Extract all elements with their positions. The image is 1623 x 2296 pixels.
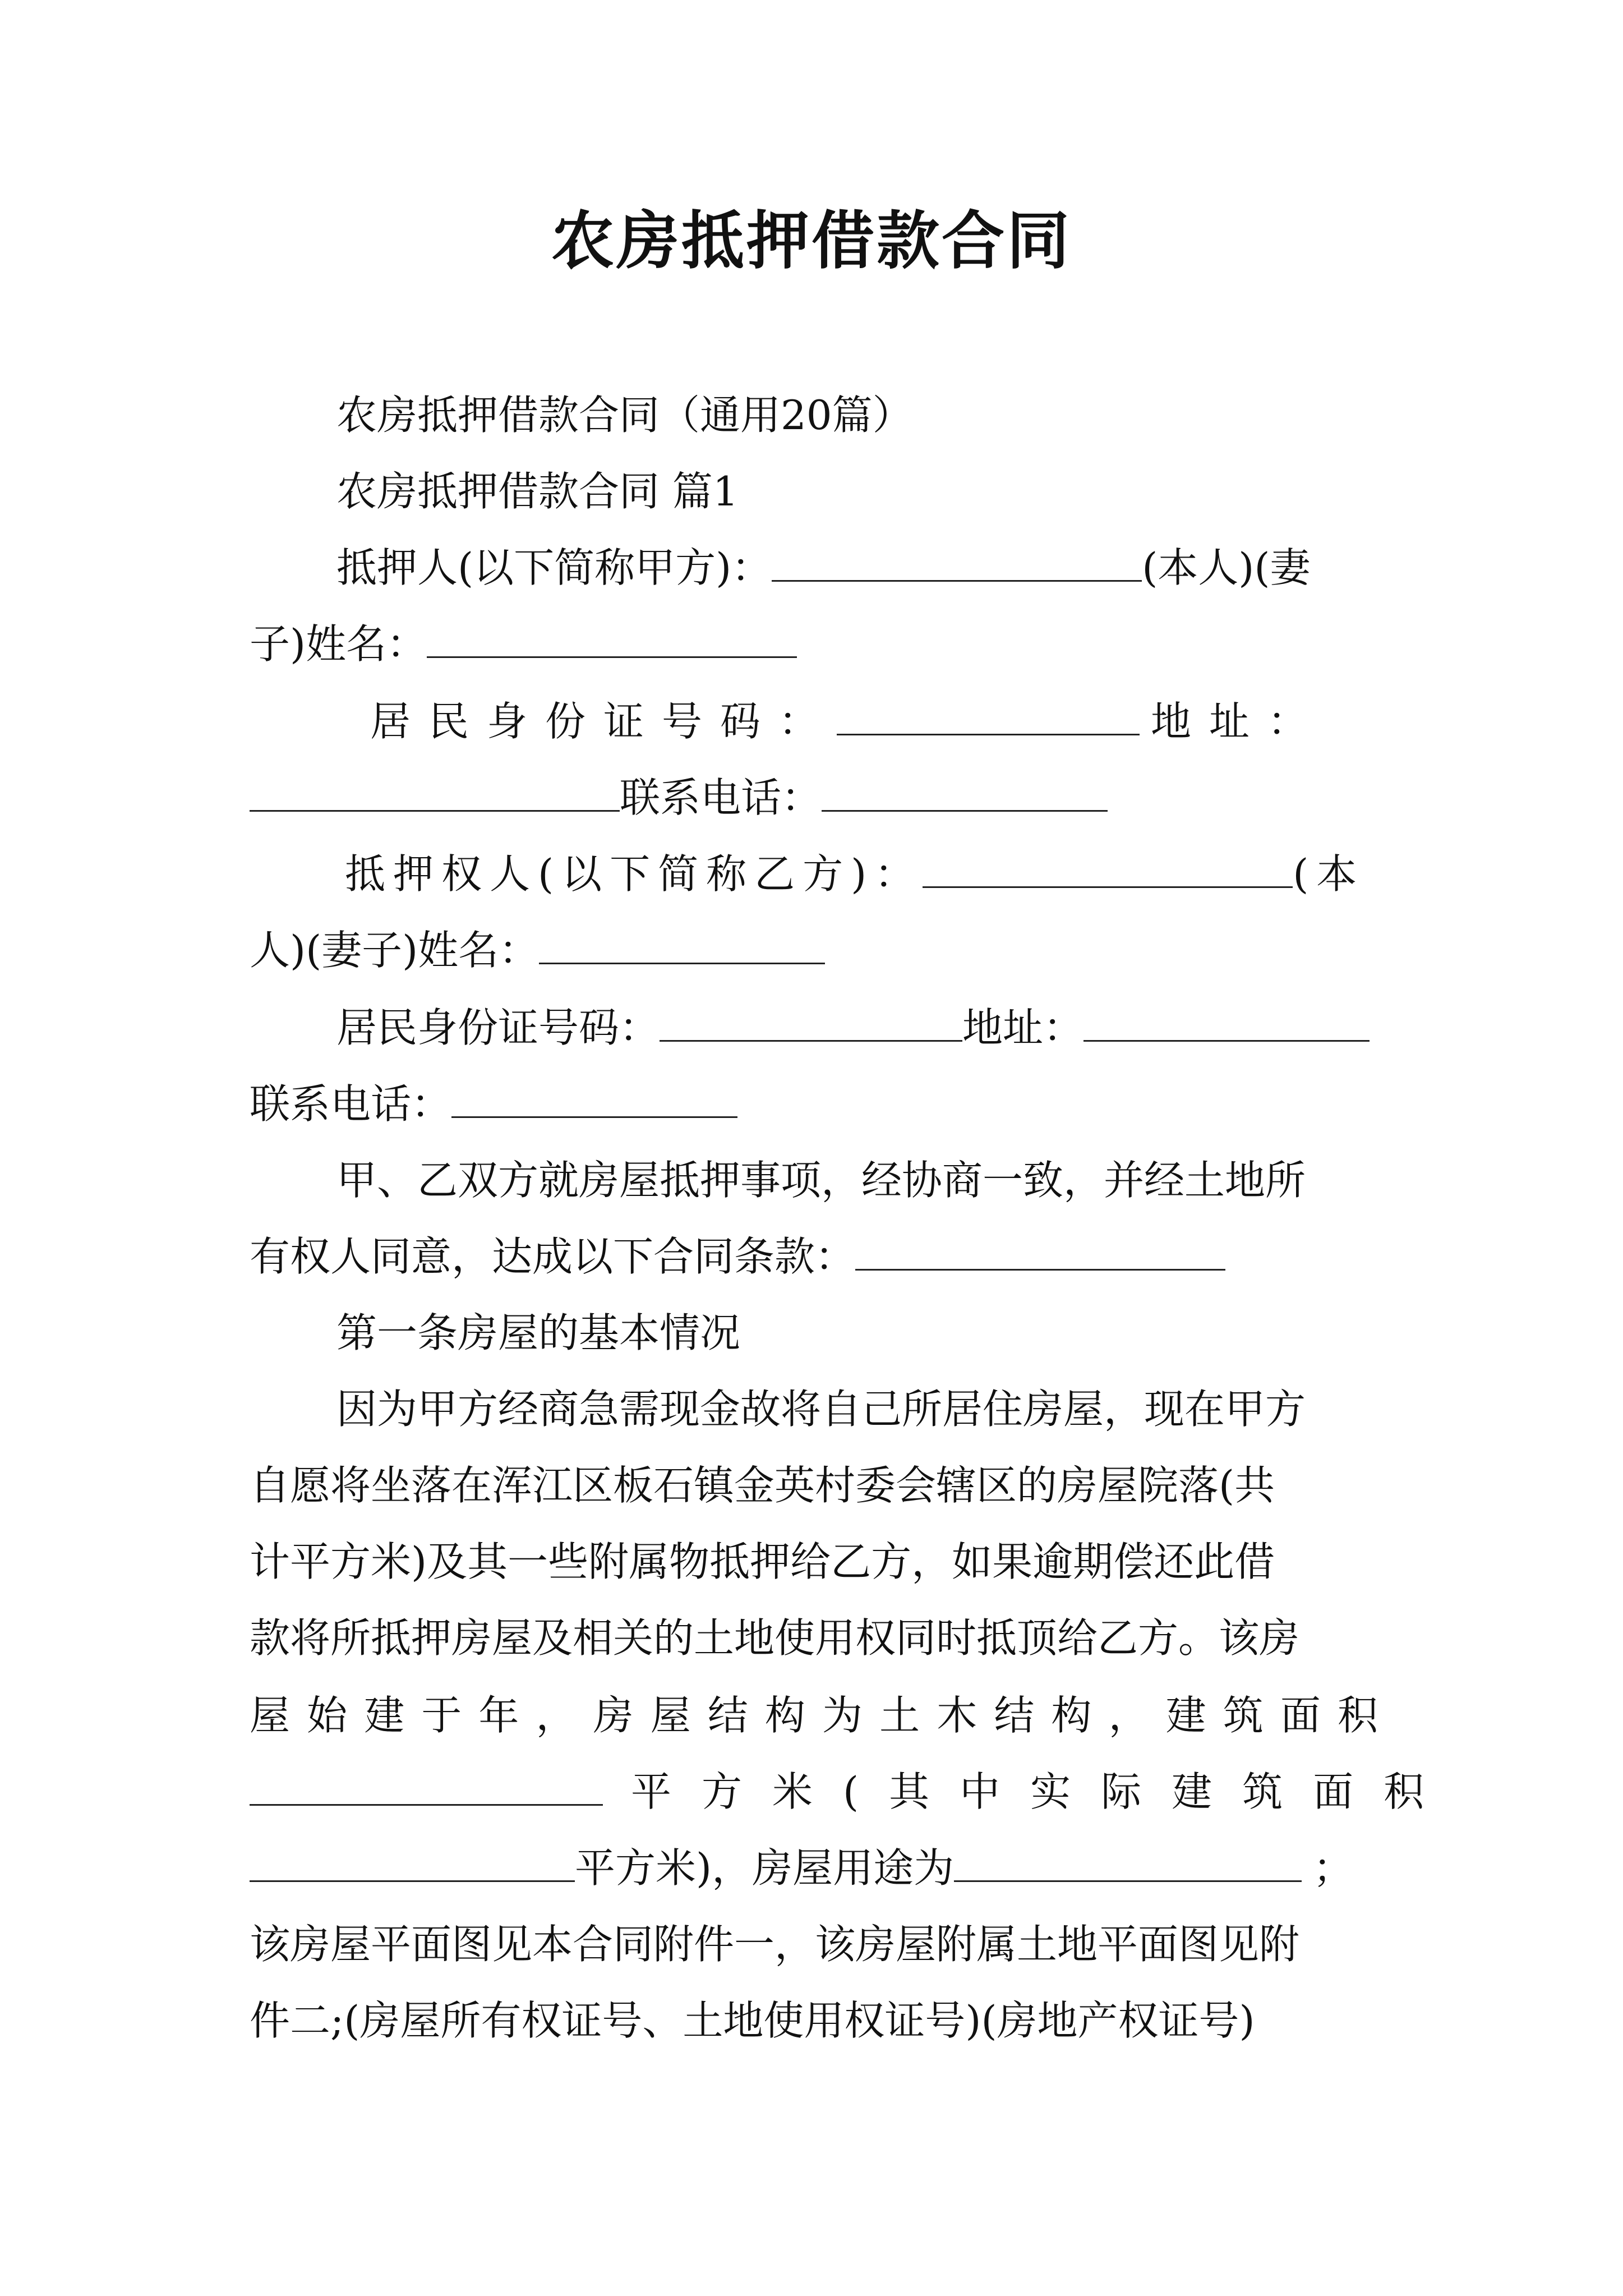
page-title: 农房抵押借款合同 — [551, 204, 1072, 278]
agreement-para-line2 — [250, 1228, 1225, 1285]
address-label: 地址： — [1151, 698, 1326, 745]
mortgagee-id-line — [336, 1000, 1370, 1056]
id-number-blank[interactable] — [837, 694, 1140, 735]
mortgagor-id-line — [370, 693, 1326, 749]
phone-label: 联系电话： — [620, 774, 822, 821]
body-line-3: 计平方米)及其一些附属物抵押给乙方，如果逾期偿还此借 — [250, 1538, 1275, 1585]
phone-blank[interactable] — [822, 771, 1108, 812]
address-blank[interactable] — [250, 771, 620, 812]
spouse-name-label: 子)姓名： — [250, 620, 427, 668]
mortgagee-line — [345, 846, 1364, 902]
mortgagee-spouse-label: 人)(妻子)姓名： — [250, 927, 540, 974]
agreement-blank[interactable] — [855, 1230, 1225, 1271]
body-line-4: 款将所抵押房屋及相关的土地使用权同时抵顶给乙方。该房 — [250, 1614, 1300, 1662]
usage-label: 平方米)，房屋用途为 — [575, 1844, 955, 1892]
mortgagee-spouse-line — [250, 922, 825, 978]
mortgagor-label: 抵押人(以下简称甲方)： — [336, 544, 772, 591]
mortgagor-suffix: (本人)(妻 — [1142, 544, 1311, 591]
mortgagor-line — [336, 540, 1310, 596]
mortgagor-spouse-line — [250, 616, 797, 672]
mortgagor-phone-line — [250, 770, 1108, 826]
article-1-heading: 第一条房屋的基本情况 — [336, 1309, 741, 1356]
building-area-blank[interactable] — [250, 1765, 603, 1806]
body-line-5: 屋始建于年，房屋结构为土木结构，建筑面积 — [250, 1692, 1378, 1739]
body-line-1: 因为甲方经商急需现金故将自己所居住房屋，现在甲方 — [336, 1386, 1306, 1433]
body-line-8: 该房屋平面图见本合同附件一，该房屋附属土地平面图见附 — [250, 1921, 1300, 1968]
mortgagee-address-blank[interactable] — [1083, 1001, 1370, 1042]
building-area-text: 平方米(其中实际建筑面积 — [631, 1768, 1455, 1815]
mortgagee-phone-blank[interactable] — [451, 1077, 737, 1118]
agreement-text: 有权人同意，达成以下合同条款： — [250, 1233, 856, 1280]
section-heading: 农房抵押借款合同 篇1 — [336, 468, 739, 515]
usage-blank[interactable] — [954, 1841, 1302, 1882]
body-line-2: 自愿将坐落在浑江区板石镇金英村委会辖区的房屋院落(共 — [250, 1462, 1275, 1509]
spouse-name-blank[interactable] — [427, 617, 797, 658]
mortgagee-label: 抵押权人(以下简称乙方)： — [345, 850, 923, 898]
mortgagee-phone-label: 联系电话： — [250, 1080, 452, 1128]
mortgagee-suffix: (本 — [1293, 850, 1365, 898]
body-line-6 — [250, 1764, 1455, 1820]
actual-area-blank[interactable] — [250, 1841, 575, 1882]
mortgagee-id-blank[interactable] — [660, 1001, 962, 1042]
mortgagee-phone-line — [250, 1076, 737, 1132]
mortgagee-spouse-blank[interactable] — [539, 923, 825, 964]
id-number-label: 居民身份证号码： — [370, 698, 837, 745]
mortgagor-name-blank[interactable] — [772, 541, 1142, 582]
mortgagee-id-label: 居民身份证号码： — [336, 1004, 660, 1051]
mortgagee-address-label: 地址： — [962, 1004, 1084, 1051]
usage-semicolon: ； — [1313, 1844, 1354, 1892]
document-subtitle: 农房抵押借款合同（通用20篇） — [336, 392, 913, 439]
body-line-9: 件二;(房屋所有权证号、土地使用权证号)(房地产权证号) — [250, 1997, 1255, 2044]
agreement-para-line1: 甲、乙双方就房屋抵押事项，经协商一致，并经土地所 — [336, 1157, 1306, 1204]
mortgagee-name-blank[interactable] — [923, 847, 1293, 888]
body-line-7 — [250, 1840, 1353, 1896]
